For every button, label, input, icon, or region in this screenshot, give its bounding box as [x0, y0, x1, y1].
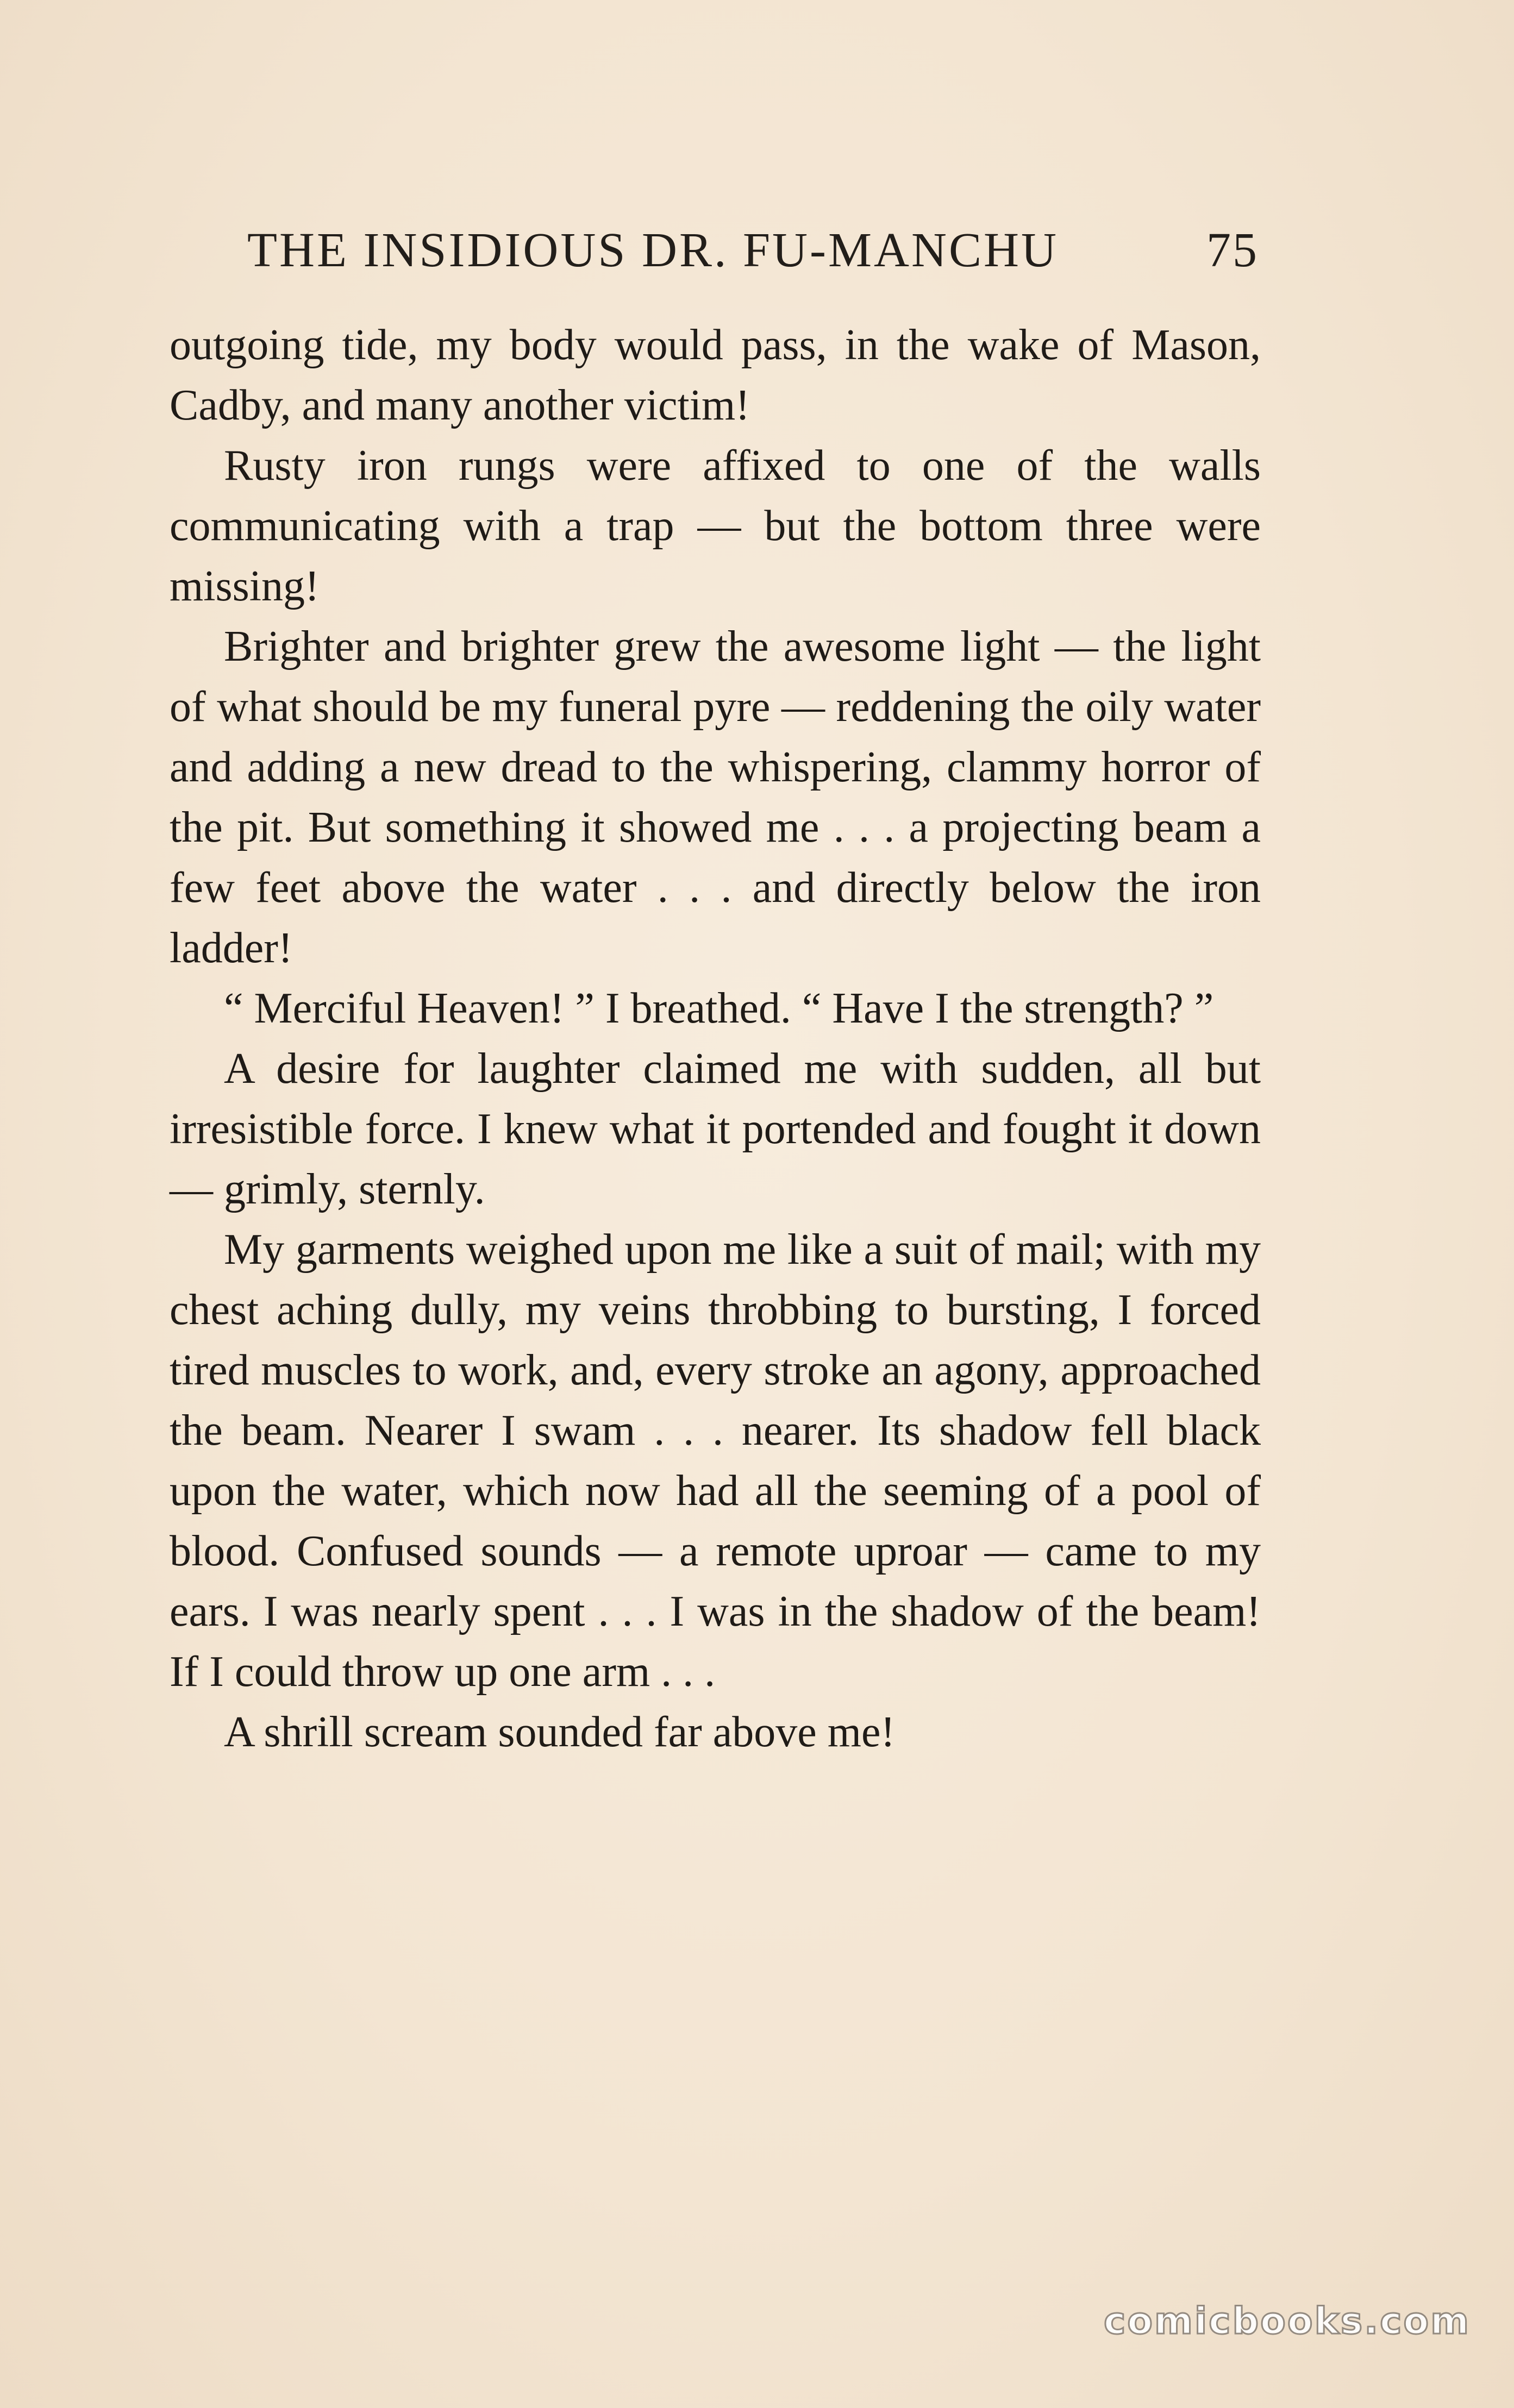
watermark: comicbooks.com — [1103, 2300, 1471, 2343]
paragraph: Brighter and brighter grew the awesome light — the light of what should be my funeral pyre — reddening the oily water and adding a new dread to the whispering, clammy horror of the pit. But something it showed me . . . a projecting beam a few feet above the water . . . and directly below the iron ladder! — [170, 623, 1261, 972]
paragraph: “ Merciful Heaven! ” I breathed. “ Have I the strength? ” — [224, 984, 1214, 1032]
paragraph: outgoing tide, my body would pass, in the wake of Mason, Cadby, and many another victim! — [170, 321, 1261, 429]
paragraph: A desire for laughter claimed me with sudden, all but irresistible force. I knew what it portended and fought it down — grimly, sternly. — [170, 1045, 1261, 1213]
running-title: THE INSIDIOUS DR. FU-MANCHU — [247, 223, 1059, 277]
paragraph: My garments weighed upon me like a suit of mail; with my chest aching dully, my veins throbbing to bursting, I forced tired muscles to work, and, every stroke an agony, approached the beam. Nearer I swam . . . nearer. Its shadow fell black upon the water, which now had all the seeming of a pool of blood. Confused sounds — a remote uproar — came to my ears. I was nearly spent . . . I was in the shadow of the beam! If I could throw up one arm . . . — [170, 1226, 1261, 1696]
page-number: 75 — [1206, 223, 1259, 277]
body-text — [170, 315, 1261, 1763]
running-header — [247, 220, 1259, 280]
paragraph: Rusty iron rungs were affixed to one of the walls communicating with a trap — but the bottom three were missing! — [170, 442, 1261, 610]
paragraph: A shrill scream sounded far above me! — [224, 1708, 896, 1756]
